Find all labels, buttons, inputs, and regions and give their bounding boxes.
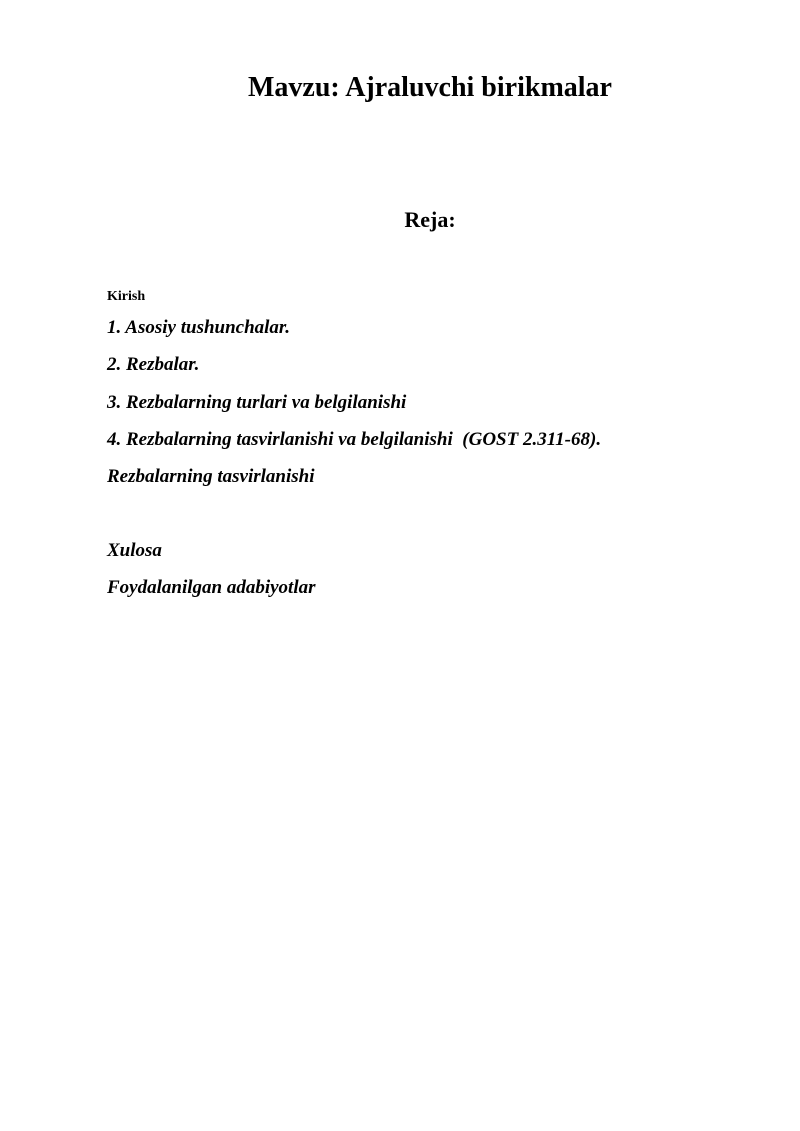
plan-item-3: 3. Rezbalarning turlari va belgilanishi — [107, 392, 407, 413]
plan-item-2: 2. Rezbalar. — [107, 354, 200, 375]
plan-item-4: 4. Rezbalarning tasvirlanishi va belgilanishi (GOST 2.311-68). — [107, 429, 602, 450]
plan-item-conclusion: Xulosa — [107, 540, 162, 561]
plan-item-subsection: Rezbalarning tasvirlanishi — [107, 466, 315, 487]
document-title: Mavzu: Ajraluvchi birikmalar — [248, 72, 612, 103]
plan-item-references: Foydalanilgan adabiyotlar — [107, 577, 316, 598]
plan-heading: Reja: — [404, 207, 456, 232]
plan-item-1: 1. Asosiy tushunchalar. — [107, 317, 291, 338]
plan-item-intro: Kirish — [107, 289, 146, 304]
